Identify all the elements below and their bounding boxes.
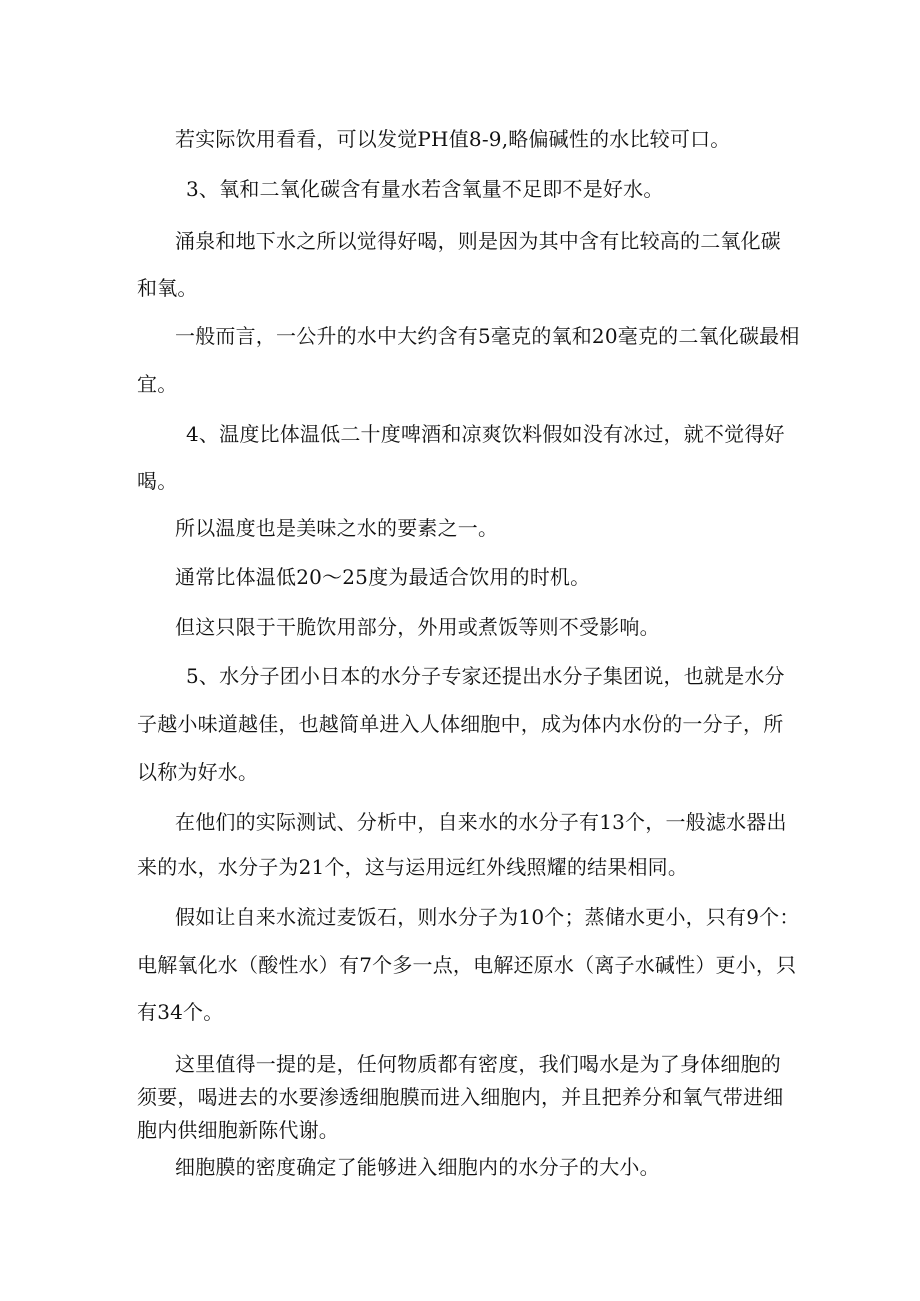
text-line-15: 在他们的实际测试、分析中，自来水的水分子有13个，一般滤水器出 xyxy=(175,810,787,834)
text-line-4: 和氧。 xyxy=(137,276,198,300)
text-line-3: 涌泉和地下水之所以觉得好喝，则是因为其中含有比较高的二氧化碳 xyxy=(175,229,781,253)
text-line-22: 胞内供细胞新陈代谢。 xyxy=(137,1118,339,1142)
text-line-23: 细胞膜的密度确定了能够进入细胞内的水分子的大小。 xyxy=(175,1155,660,1179)
text-line-12: 5、水分子团小日本的水分子专家还提出水分子集团说，也就是水分 xyxy=(186,664,785,688)
text-line-11: 但这只限于干脆饮用部分，外用或煮饭等则不受影响。 xyxy=(175,615,660,639)
text-line-14: 以称为好水。 xyxy=(137,760,259,784)
text-line-17: 假如让自来水流过麦饭石，则水分子为10个；蒸储水更小，只有9个： xyxy=(175,905,800,929)
text-line-8: 喝。 xyxy=(137,469,178,493)
text-line-1: 若实际饮用看看，可以发觉PH值8-9,略偏碱性的水比较可口。 xyxy=(175,127,731,151)
text-line-2: 3、氧和二氧化碳含有量水若含氧量不足即不是好水。 xyxy=(186,177,664,201)
text-line-18: 电解氧化水（酸性水）有7个多一点，电解还原水（离子水碱性）更小，只 xyxy=(137,953,797,977)
text-line-6: 宜。 xyxy=(137,372,178,396)
text-line-7: 4、温度比体温低二十度啤酒和凉爽饮料假如没有冰过，就不觉得好 xyxy=(186,422,785,446)
text-line-20: 这里值得一提的是，任何物质都有密度，我们喝水是为了身体细胞的 xyxy=(175,1052,781,1076)
text-line-10: 通常比体温低20～25度为最适合饮用的时机。 xyxy=(175,565,591,589)
text-line-21: 须要，喝进去的水要渗透细胞膜而进入细胞内，并且把养分和氧气带进细 xyxy=(137,1085,784,1109)
text-line-19: 有34个。 xyxy=(137,1000,224,1024)
text-line-16: 来的水，水分子为21个，这与运用远红外线照耀的结果相同。 xyxy=(137,855,689,879)
text-line-13: 子越小味道越佳，也越简单进入人体细胞中，成为体内水份的一分子，所 xyxy=(137,712,784,736)
text-line-9: 所以温度也是美味之水的要素之一。 xyxy=(175,516,499,540)
text-line-5: 一般而言，一公升的水中大约含有5毫克的氧和20毫克的二氧化碳最相 xyxy=(175,324,800,348)
